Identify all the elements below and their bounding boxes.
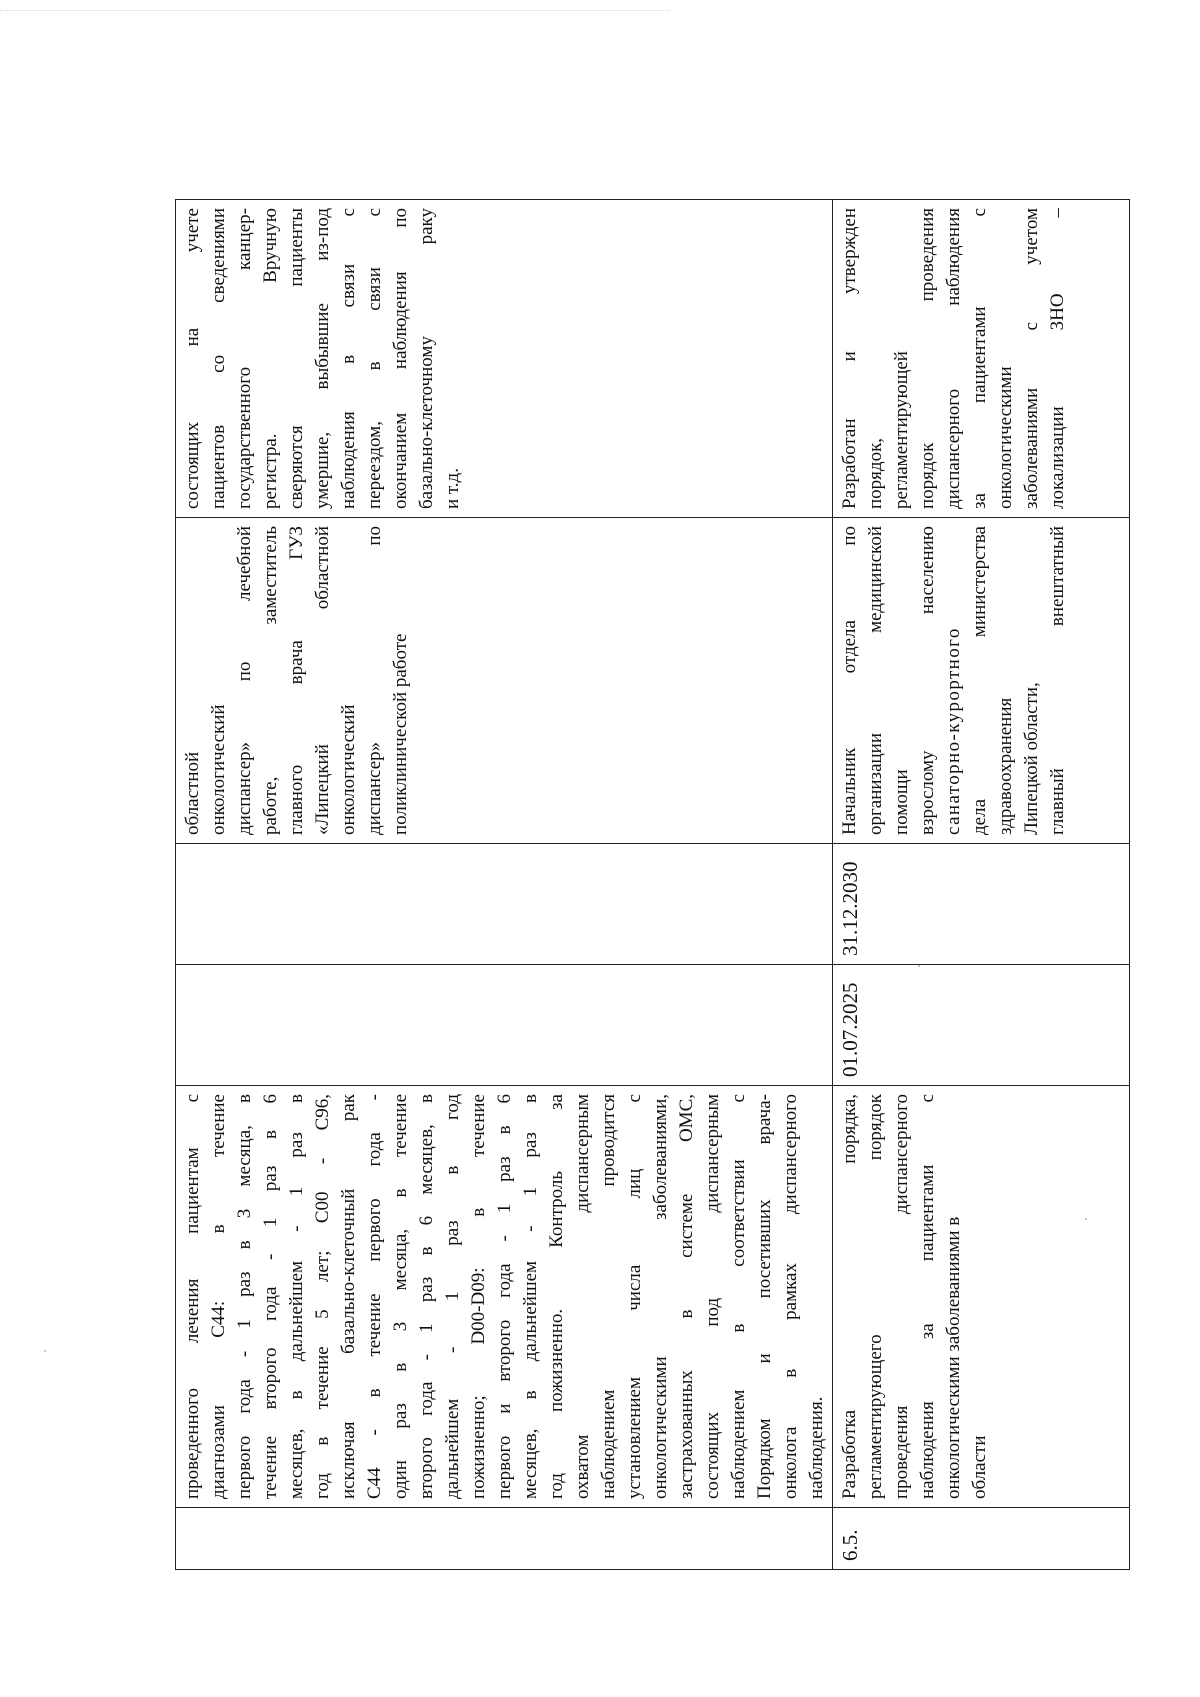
cell-end-date bbox=[176, 844, 833, 965]
text-line: работе, заместитель bbox=[260, 526, 281, 835]
text-line: санаторно-курортного bbox=[943, 627, 964, 835]
text-line: регламентирующей bbox=[891, 351, 912, 509]
text-line: за пациентами с bbox=[969, 208, 990, 509]
text-line: области bbox=[969, 1435, 990, 1499]
text-line: пациентов со сведениями bbox=[208, 208, 229, 509]
text-line: течение второго года - 1 раз в 6 bbox=[260, 1094, 281, 1499]
cell-result bbox=[176, 200, 833, 518]
text-line: заболеваниями с учетом bbox=[1021, 208, 1042, 509]
cell-activity bbox=[833, 1086, 1130, 1508]
text-line: охватом диспансерным bbox=[572, 1094, 593, 1499]
scan-artifact-line bbox=[0, 10, 670, 11]
text-line: Липецкой области, bbox=[1021, 682, 1042, 835]
text-line: «Липецкий областной bbox=[312, 526, 333, 835]
text-line: месяцев, в дальнейшем - 1 раз в bbox=[520, 1094, 541, 1499]
cell-activity bbox=[176, 1086, 833, 1508]
text-line: базально-клеточному раку bbox=[416, 208, 437, 509]
text-line: Порядком и посетивших врача- bbox=[754, 1094, 775, 1499]
text-line: главный внештатный bbox=[1047, 526, 1068, 835]
text-line: поликлинической работе bbox=[390, 633, 411, 835]
text-line: умершие, выбывшие из-под bbox=[312, 208, 333, 509]
cell-result bbox=[833, 200, 1130, 518]
text-line: главного врача ГУЗ bbox=[286, 526, 307, 835]
text-line: сверяются пациенты bbox=[286, 208, 307, 509]
text-line: один раз в 3 месяца, в течение bbox=[390, 1094, 411, 1499]
text-line: первого года - 1 раз в 3 месяца, в bbox=[234, 1094, 255, 1499]
text-line: областной bbox=[182, 751, 203, 835]
text-line: установлением числа лиц с bbox=[624, 1094, 645, 1499]
text-line: и т.д. bbox=[442, 468, 463, 509]
text-line: наблюдения в связи с bbox=[338, 208, 359, 509]
text-line: переездом, в связи с bbox=[364, 208, 385, 509]
text-line: государственного канцер- bbox=[234, 208, 255, 509]
text-line: проведения диспансерного bbox=[891, 1094, 912, 1499]
rotated-page bbox=[175, 200, 1130, 1570]
cell-start-date: 01.07.2025 bbox=[833, 965, 1130, 1086]
text-line: Разработка порядка, bbox=[839, 1094, 860, 1499]
cell-number bbox=[176, 1508, 833, 1570]
text-line: диспансер» по bbox=[364, 526, 385, 835]
text-line: наблюдения. bbox=[806, 1396, 827, 1499]
text-line: год пожизненно. Контроль за bbox=[546, 1094, 567, 1499]
text-line: дела министерства bbox=[969, 526, 990, 835]
text-line: локализации ЗНО – bbox=[1047, 208, 1068, 509]
text-line: Разработан и утвержден bbox=[839, 208, 860, 509]
text-line: наблюдения за пациентами с bbox=[917, 1094, 938, 1499]
text-line: онкологическими заболеваниями, bbox=[650, 1094, 671, 1499]
text-line: первого и второго года - 1 раз в 6 bbox=[494, 1094, 515, 1499]
text-line: месяцев, в дальнейшем - 1 раз в bbox=[286, 1094, 307, 1499]
text-line: состоящих на учете bbox=[182, 208, 203, 509]
text-line: взрослому населению bbox=[917, 526, 938, 835]
plan-table bbox=[175, 199, 1130, 1570]
text-line: онкологическими заболеваниями в bbox=[943, 1216, 964, 1499]
text-line: наблюдением проводится bbox=[598, 1094, 619, 1499]
cell-end-date: 31.12.2030 bbox=[833, 844, 1130, 965]
text-line: проведенного лечения пациентам с bbox=[182, 1094, 203, 1499]
text-line: пожизненно; D00-D09: в течение bbox=[468, 1094, 489, 1499]
text-line: онкологический bbox=[208, 704, 229, 835]
text-line: второго года - 1 раз в 6 месяцев, в bbox=[416, 1094, 437, 1499]
text-line: исключая базально-клеточный рак bbox=[338, 1094, 359, 1499]
text-line: диагнозами С44: в течение bbox=[208, 1094, 229, 1499]
text-line: год в течение 5 лет; С00 - С96, bbox=[312, 1094, 333, 1499]
cell-number: 6.5. bbox=[833, 1508, 1130, 1570]
text-line: онкологический bbox=[338, 704, 359, 835]
text-line: застрахованных в системе ОМС, bbox=[676, 1094, 697, 1499]
text-line: организации медицинской bbox=[865, 526, 886, 835]
cell-responsible bbox=[833, 518, 1130, 844]
text-line: порядок проведения bbox=[917, 208, 938, 509]
text-line: Начальник отдела по bbox=[839, 526, 860, 835]
table-row-6-5 bbox=[833, 200, 1130, 1570]
text-line: онколога в рамках диспансерного bbox=[780, 1094, 801, 1499]
text-line: наблюдением в соответствии с bbox=[728, 1094, 749, 1499]
text-line: онкологическими bbox=[995, 366, 1016, 509]
text-line: здравоохранения bbox=[995, 697, 1016, 835]
text-line: С44 - в течение первого года - bbox=[364, 1094, 385, 1499]
text-line: дальнейшем - 1 раз в год bbox=[442, 1094, 463, 1499]
text-line: регистра. Вручную bbox=[260, 208, 281, 509]
scan-speck bbox=[44, 1350, 46, 1352]
text-line: регламентирующего порядок bbox=[865, 1094, 886, 1499]
text-line: окончанием наблюдения по bbox=[390, 208, 411, 509]
text-line: порядок, bbox=[865, 437, 886, 509]
cell-responsible bbox=[176, 518, 833, 844]
text-line: диспансерного наблюдения bbox=[943, 208, 964, 509]
text-line: состоящих под диспансерным bbox=[702, 1094, 723, 1499]
text-line: диспансер» по лечебной bbox=[234, 526, 255, 835]
table-row-continuation bbox=[176, 200, 833, 1570]
text-line: помощи bbox=[891, 769, 912, 835]
cell-start-date bbox=[176, 965, 833, 1086]
